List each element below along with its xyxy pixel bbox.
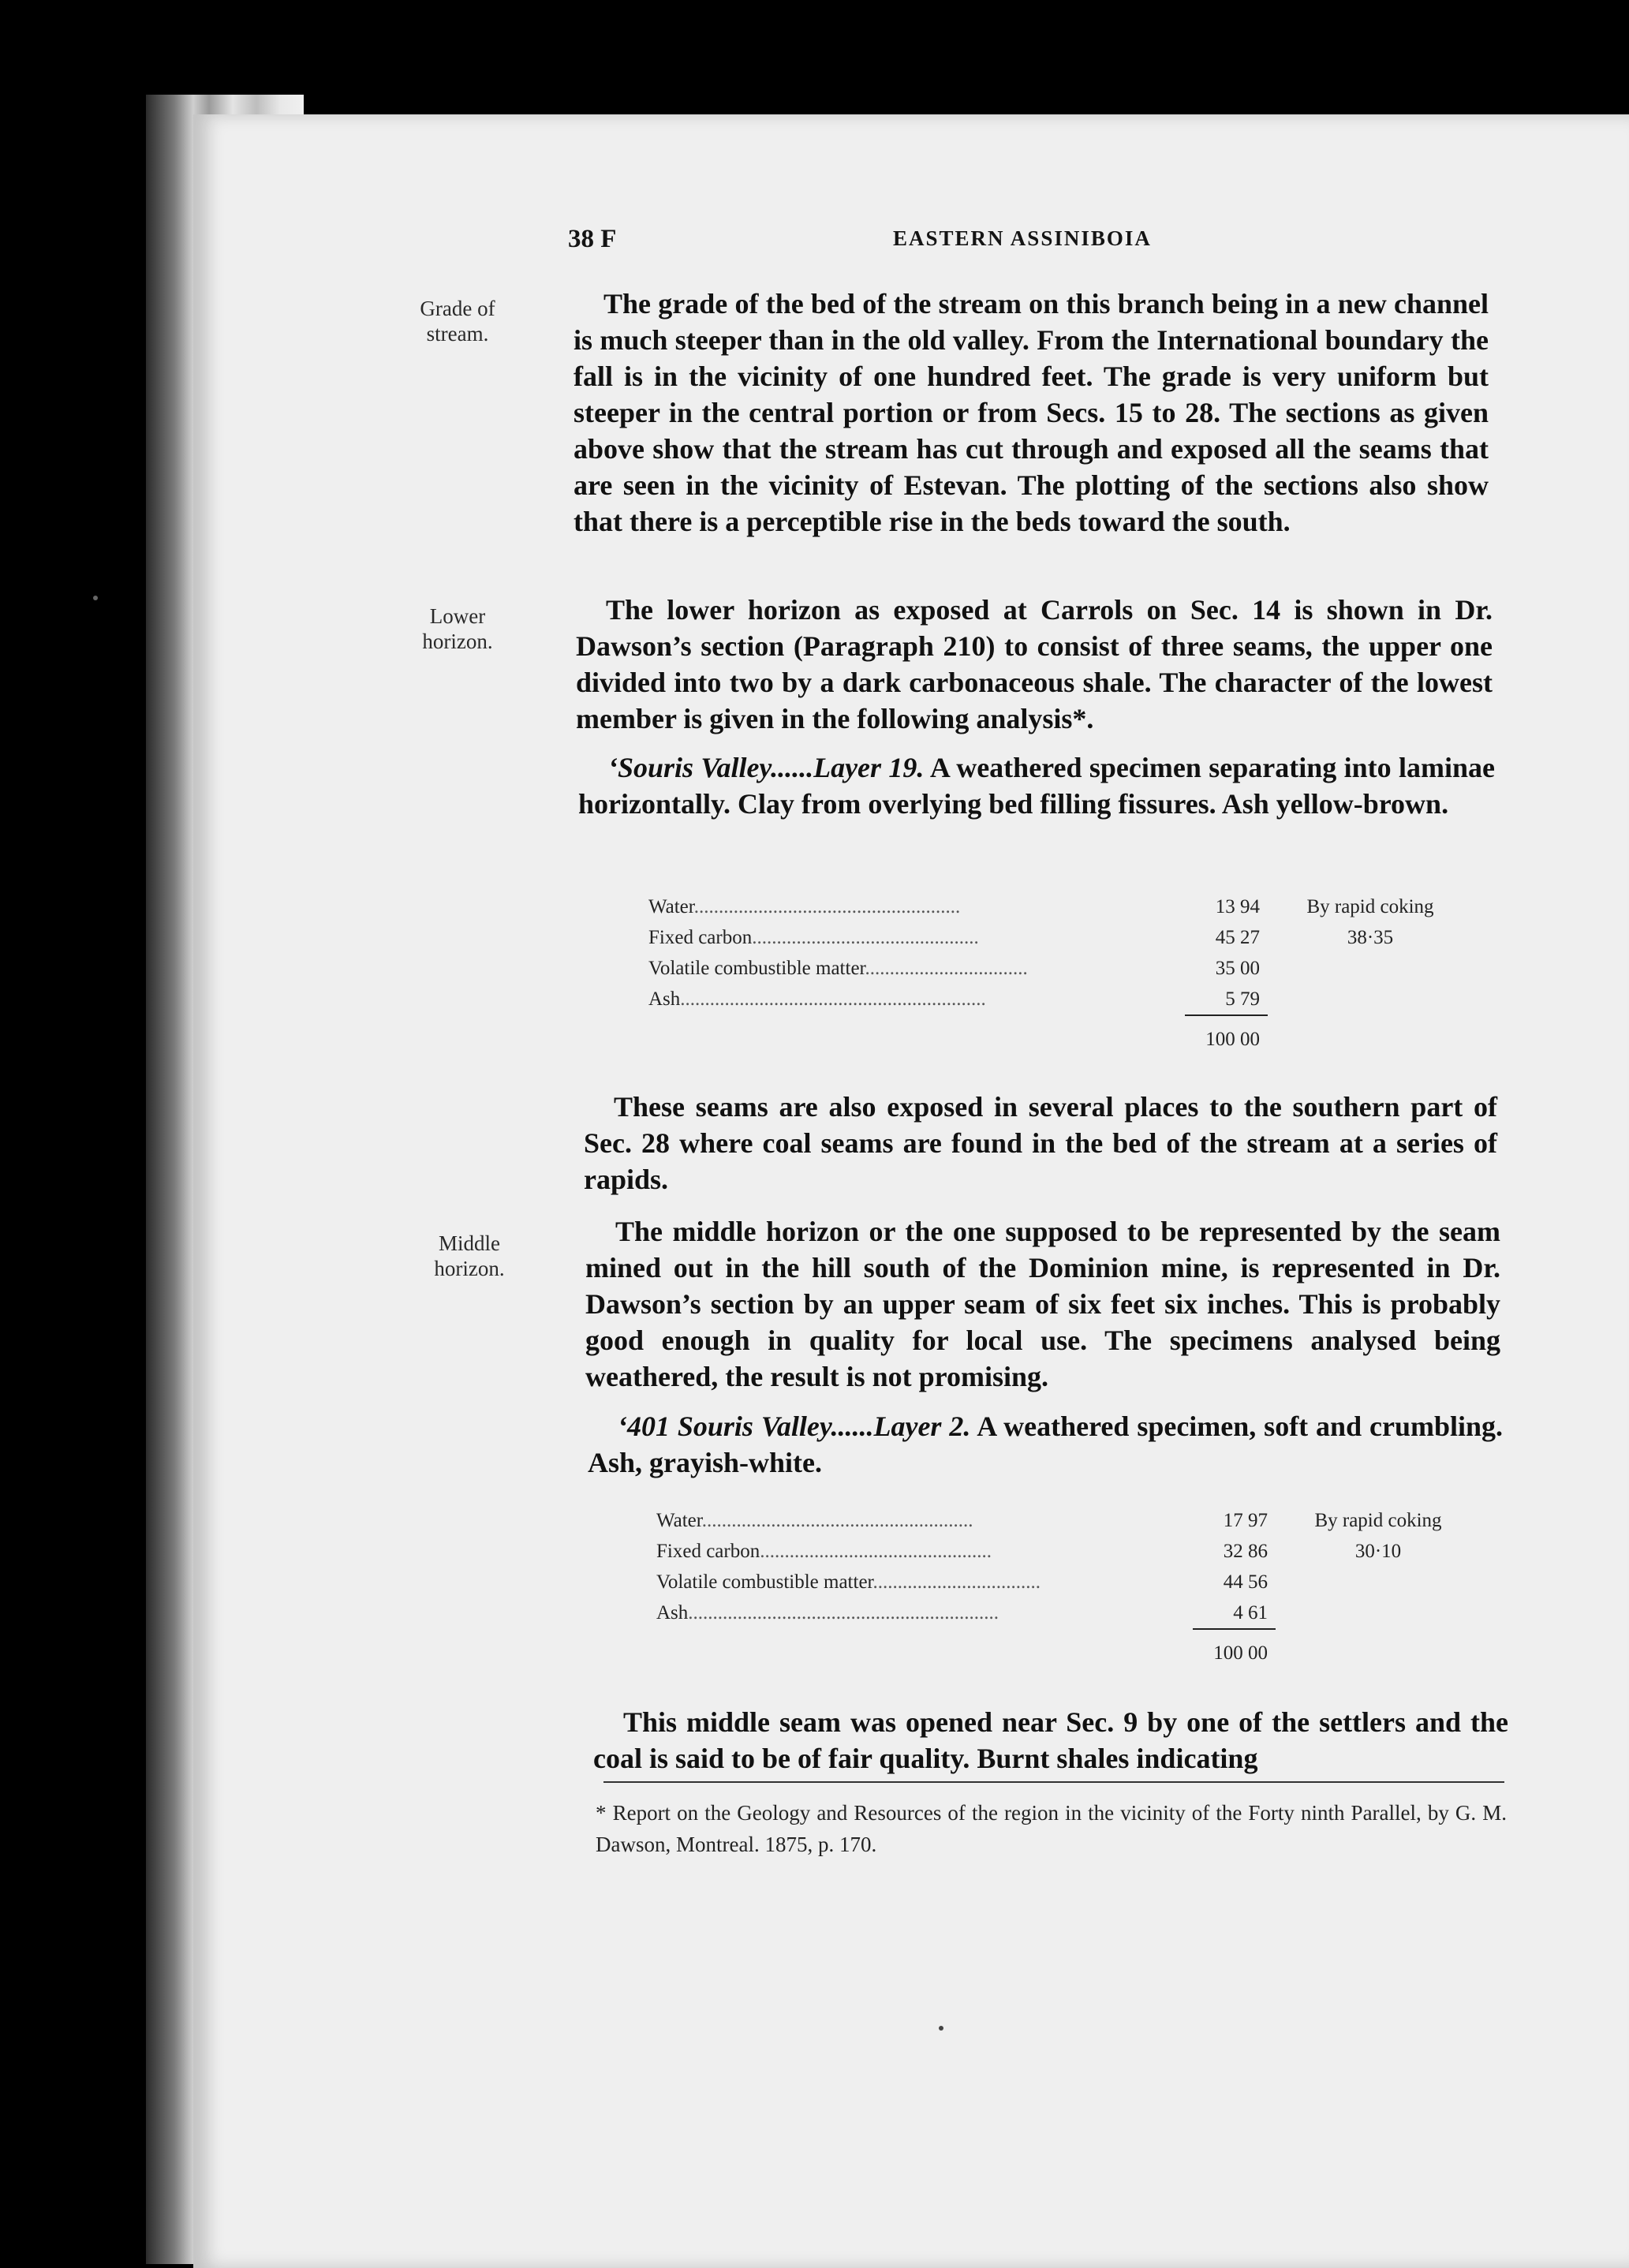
table-row: Volatile combustible matter.................................. 44 56: [656, 1571, 1268, 1593]
analysis-table-1: [648, 891, 1449, 1063]
table-row: Fixed carbon.............................................. 45 27 38·35: [648, 926, 1394, 948]
table-total-row: 100 00: [648, 1015, 1449, 1063]
table-row: Water....................................................... 17 97 By rapid coking: [656, 1509, 1442, 1531]
footnote: * Report on the Geology and Resources of the region in the vicinity of the Forty ninth Parallel, by G. M. Dawson, Montreal. 1875, p. 170.: [596, 1801, 1507, 1856]
paragraph-middle-horizon: The middle horizon or the one supposed to be represented by the seam mined out in the hill south of the Dominion mine, is represented in Dr. Dawson’s section by an upper seam of six feet six inches. This is probably good enough in quality for local use. The specimens analysed being weathered, the result is not promising.: [585, 1216, 1500, 1392]
table-row: Water...................................................... 13 94 By rapid coking: [648, 895, 1434, 917]
table-row: Volatile combustible matter................................. 35 00: [648, 957, 1260, 979]
table-total-row: 100 00: [656, 1629, 1457, 1677]
paragraph-souris-valley-401: ‘401 Souris Valley......Layer 2. A weathered specimen, soft and crumbling. Ash, grayish-white.: [588, 1410, 1504, 1478]
margin-note-middle: Middle horizon.: [434, 1231, 505, 1280]
table-row: Ash.............................................................. 5 79: [648, 988, 1260, 1010]
paragraph-grade: The grade of the bed of the stream on this branch being in a new channel is much steeper than in the old valley. From the International boundary the fall is in the vicinity of one hundred feet. The grade is very uniform but steeper in the central portion or from Secs. 15 to 28. The sections as given above show that the stream has cut through and exposed all the seams that are seen in the vicinity of Estevan. The plotting of the sections also show that there is a perceptible rise in the beds toward the south.: [574, 288, 1489, 537]
table-row: Fixed carbon............................................... 32 86 30·10: [656, 1540, 1402, 1562]
analysis-table-2: [656, 1505, 1457, 1677]
page-number: 38 F: [568, 225, 617, 253]
ink-speck: [93, 596, 98, 600]
ink-speck: [939, 2026, 943, 2031]
footnote-rule: [603, 1781, 1504, 1783]
running-title: EASTERN ASSINIBOIA: [893, 226, 1152, 250]
margin-note-grade: Grade of stream.: [420, 297, 495, 346]
margin-note-lower: Lower horizon.: [422, 604, 493, 653]
paragraph-souris-valley-19: ‘Souris Valley......Layer 19. A weathered specimen separating into laminae horizontally. Clay from overlying bed filling fissures. Ash yellow-brown.: [578, 752, 1495, 820]
paragraph-seams-exposed: These seams are also exposed in several places to the southern part of Sec. 28 where coal seams are found in the bed of the stream at a series of rapids.: [584, 1091, 1497, 1195]
table-row: Ash............................................................... 4 61: [656, 1601, 1268, 1623]
paragraph-middle-seam-opened: This middle seam was opened near Sec. 9 by one of the settlers and the coal is said to be of fair quality. Burnt shales indicating: [593, 1706, 1508, 1774]
paragraph-lower-horizon: The lower horizon as exposed at Carrols on Sec. 14 is shown in Dr. Dawson’s section (Paragraph 210) to consist of three seams, the upper one divided into two by a dark carbonaceous shale. The character of the lowest member is given in the following analysis*.: [576, 594, 1493, 734]
